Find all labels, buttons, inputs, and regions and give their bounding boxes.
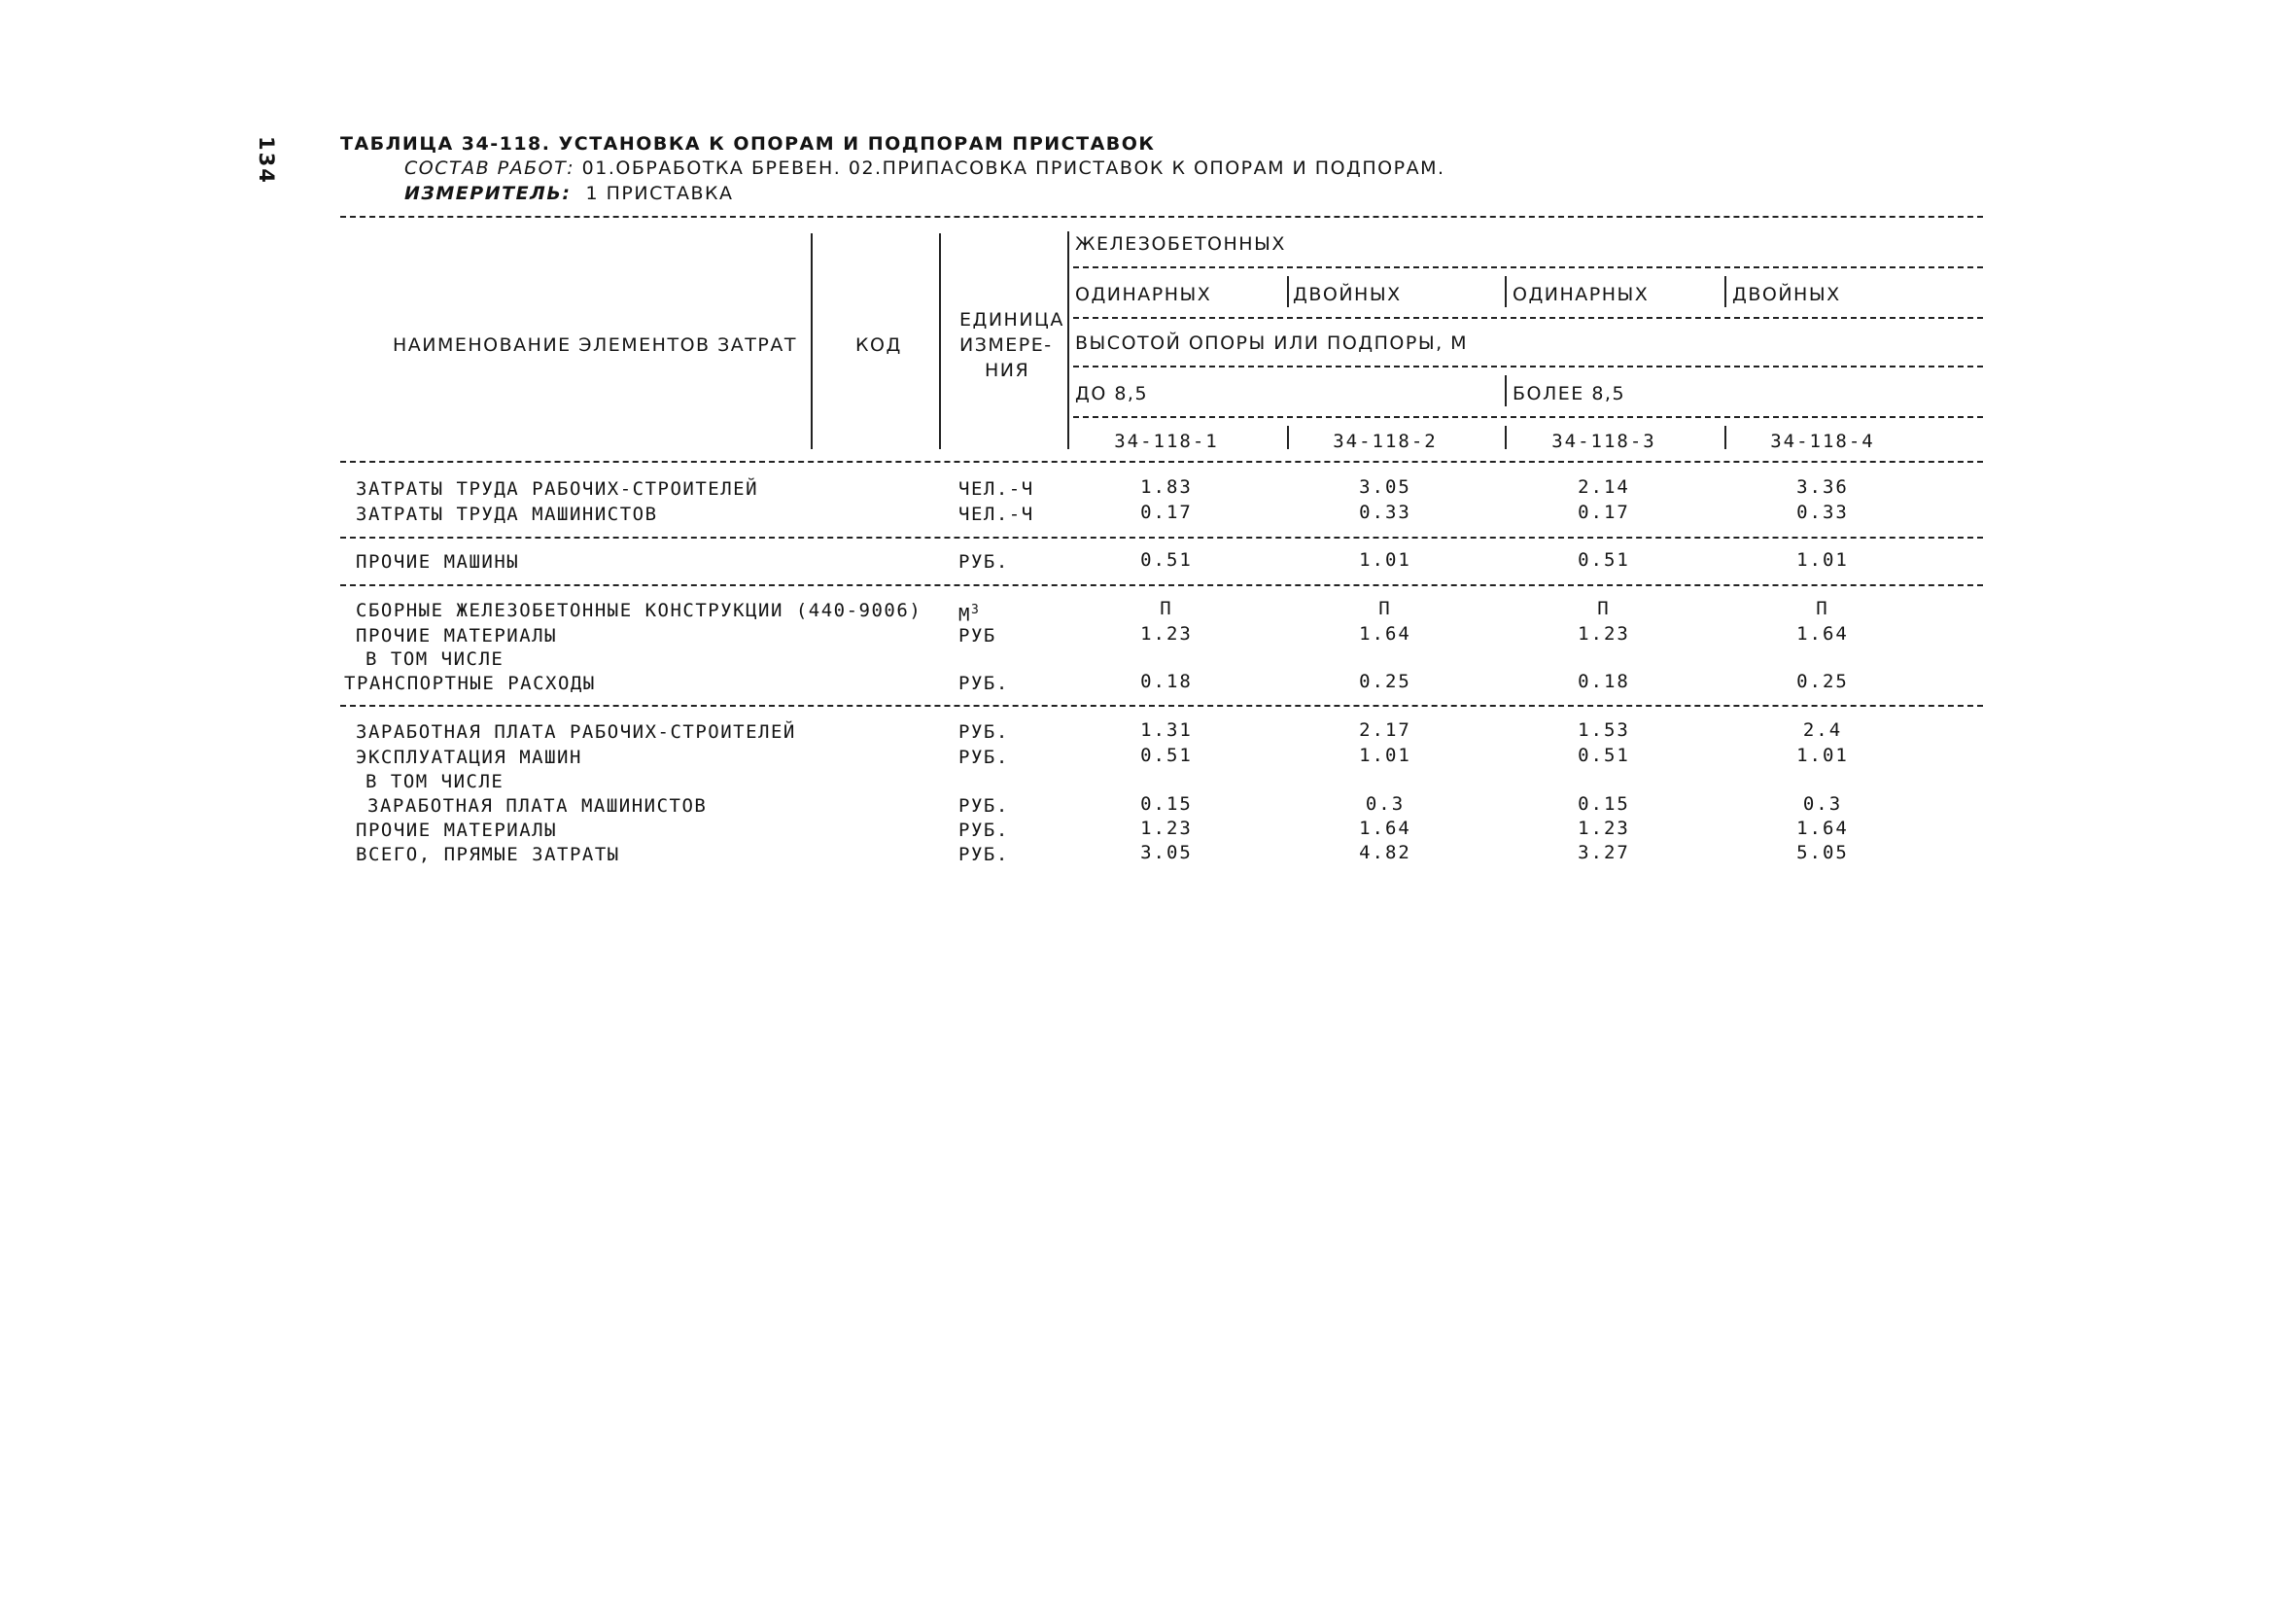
row-value: П <box>1160 598 1173 619</box>
row-value: 1.23 <box>1140 818 1193 839</box>
row-name: ПРОЧИЕ МАШИНЫ <box>356 551 520 573</box>
row-value: 0.33 <box>1796 502 1849 523</box>
row-unit <box>958 600 980 625</box>
row-value: 1.64 <box>1359 818 1411 839</box>
row-value: 1.83 <box>1140 476 1193 498</box>
row-unit-text: РУБ. <box>958 844 1009 865</box>
header-rule-1 <box>1073 266 1983 268</box>
group-rule-2 <box>340 584 1983 586</box>
header-code-1: 34-118-1 <box>1114 431 1219 452</box>
group-rule-3 <box>340 705 1983 707</box>
row-value: 1.64 <box>1796 818 1849 839</box>
row-value: 1.23 <box>1578 623 1630 645</box>
row-unit <box>958 673 1009 694</box>
row-value: 0.51 <box>1578 549 1630 571</box>
meter-text: 1 ПРИСТАВКА <box>571 183 734 204</box>
meter <box>404 183 733 204</box>
page-number: 134 <box>255 136 278 185</box>
header-name-col: НАИМЕНОВАНИЕ ЭЛЕМЕНТОВ ЗАТРАТ <box>393 334 797 356</box>
row-value: 1.31 <box>1140 719 1193 741</box>
header-vline-code-1 <box>1287 426 1289 449</box>
header-vline-range <box>1505 375 1507 406</box>
header-vline-code <box>939 233 941 449</box>
row-name: В ТОМ ЧИСЛЕ <box>365 771 504 792</box>
header-bottom-rule <box>340 461 1983 463</box>
row-value: 1.01 <box>1796 549 1849 571</box>
row-value: 0.17 <box>1578 502 1630 523</box>
meter-label: ИЗМЕРИТЕЛЬ: <box>404 183 572 204</box>
row-value: 5.05 <box>1796 842 1849 863</box>
row-value: 0.33 <box>1359 502 1411 523</box>
row-unit <box>958 551 1009 573</box>
header-vline-sub-2 <box>1505 276 1507 307</box>
row-value: 4.82 <box>1359 842 1411 863</box>
row-name: ЗАТРАТЫ ТРУДА РАБОЧИХ-СТРОИТЕЛЕЙ <box>356 478 759 500</box>
row-value: 0.15 <box>1140 793 1193 815</box>
row-name: ЗАРАБОТНАЯ ПЛАТА МАШИНИСТОВ <box>367 795 708 817</box>
row-name: ПРОЧИЕ МАТЕРИАЛЫ <box>356 625 558 647</box>
row-value: 3.05 <box>1140 842 1193 863</box>
row-value: 1.23 <box>1578 818 1630 839</box>
row-unit-superscript: 3 <box>970 603 981 617</box>
row-unit <box>958 820 1009 841</box>
row-unit-text: РУБ. <box>958 551 1009 573</box>
work-composition-text: 01.ОБРАБОТКА БРЕВЕН. 02.ПРИПАСОВКА ПРИСТАВОК К ОПОРАМ И ПОДПОРАМ. <box>574 157 1445 179</box>
header-sub-3: ОДИНАРНЫХ <box>1513 284 1650 305</box>
row-unit-text: РУБ. <box>958 747 1009 768</box>
header-height-label: ВЫСОТОЙ ОПОРЫ ИЛИ ПОДПОРЫ, М <box>1075 332 1469 354</box>
row-value: 0.51 <box>1578 745 1630 766</box>
header-rule-3 <box>1073 366 1983 367</box>
row-value: 2.14 <box>1578 476 1630 498</box>
work-composition-label: СОСТАВ РАБОТ: <box>404 157 575 179</box>
header-unit-line-1: ЕДИНИЦА <box>959 309 1064 331</box>
header-vline-sub-1 <box>1287 276 1289 307</box>
row-unit <box>958 625 996 647</box>
row-value: 0.51 <box>1140 745 1193 766</box>
row-unit <box>958 721 1009 743</box>
row-unit-text: РУБ. <box>958 795 1009 817</box>
header-range-1: ДО 8,5 <box>1075 383 1149 404</box>
row-value: 1.64 <box>1796 623 1849 645</box>
row-value: 0.18 <box>1140 671 1193 692</box>
row-name: ПРОЧИЕ МАТЕРИАЛЫ <box>356 820 558 841</box>
row-value: 0.18 <box>1578 671 1630 692</box>
row-name: ТРАНСПОРТНЫЕ РАСХОДЫ <box>344 673 596 694</box>
row-value: 0.25 <box>1359 671 1411 692</box>
header-sub-4: ДВОЙНЫХ <box>1732 284 1841 305</box>
row-unit-text: РУБ. <box>958 673 1009 694</box>
header-group: ЖЕЛЕЗОБЕТОННЫХ <box>1075 233 1286 255</box>
row-unit <box>958 478 1034 500</box>
row-value: 3.05 <box>1359 476 1411 498</box>
table-title: ТАБЛИЦА 34-118. УСТАНОВКА К ОПОРАМ И ПОДПОРАМ ПРИСТАВОК <box>340 133 1156 155</box>
row-value: 0.3 <box>1365 793 1406 815</box>
header-range-2: БОЛЕЕ 8,5 <box>1513 383 1626 404</box>
row-value: П <box>1597 598 1611 619</box>
row-value: 1.01 <box>1796 745 1849 766</box>
header-code-col: КОД <box>855 334 902 356</box>
row-name: ВСЕГО, ПРЯМЫЕ ЗАТРАТЫ <box>356 844 620 865</box>
row-value: 3.36 <box>1796 476 1849 498</box>
row-value: П <box>1816 598 1829 619</box>
header-sub-1: ОДИНАРНЫХ <box>1075 284 1212 305</box>
header-code-3: 34-118-3 <box>1551 431 1656 452</box>
row-value: 1.64 <box>1359 623 1411 645</box>
row-value: 1.53 <box>1578 719 1630 741</box>
header-rule-4 <box>1073 416 1983 418</box>
header-vline-sub-3 <box>1724 276 1726 307</box>
row-name: ЗАТРАТЫ ТРУДА МАШИНИСТОВ <box>356 504 658 525</box>
row-value: 1.01 <box>1359 549 1411 571</box>
row-value: 0.51 <box>1140 549 1193 571</box>
row-unit <box>958 747 1009 768</box>
header-code-4: 34-118-4 <box>1770 431 1875 452</box>
row-unit-text: РУБ. <box>958 820 1009 841</box>
row-value: 2.17 <box>1359 719 1411 741</box>
header-rule-2 <box>1073 317 1983 319</box>
header-vline-code-3 <box>1724 426 1726 449</box>
row-name: ЗАРАБОТНАЯ ПЛАТА РАБОЧИХ-СТРОИТЕЛЕЙ <box>356 721 796 743</box>
row-unit <box>958 504 1034 525</box>
row-unit-text: РУБ <box>958 625 996 647</box>
row-value: 2.4 <box>1802 719 1843 741</box>
header-sub-2: ДВОЙНЫХ <box>1293 284 1402 305</box>
row-unit <box>958 844 1009 865</box>
row-value: П <box>1378 598 1392 619</box>
row-name: СБОРНЫЕ ЖЕЛЕЗОБЕТОННЫЕ КОНСТРУКЦИИ (440-9006) <box>356 600 922 621</box>
row-value: 3.27 <box>1578 842 1630 863</box>
header-code-2: 34-118-2 <box>1333 431 1438 452</box>
row-name: ЭКСПЛУАТАЦИЯ МАШИН <box>356 747 582 768</box>
row-value: 1.01 <box>1359 745 1411 766</box>
group-rule-1 <box>340 537 1983 539</box>
row-unit-text: М <box>958 604 971 626</box>
row-value: 0.3 <box>1802 793 1843 815</box>
header-vline-unit <box>1067 231 1069 449</box>
header-vline-name <box>811 233 813 449</box>
row-value: 0.25 <box>1796 671 1849 692</box>
row-value: 0.17 <box>1140 502 1193 523</box>
row-unit-text: РУБ. <box>958 721 1009 743</box>
row-unit <box>958 795 1009 817</box>
work-composition <box>404 157 1445 179</box>
header-top-rule <box>340 216 1983 218</box>
row-value: 0.15 <box>1578 793 1630 815</box>
header-unit-line-2: ИЗМЕРЕ- <box>959 334 1053 356</box>
row-unit-text: ЧЕЛ.-Ч <box>958 478 1034 500</box>
header-unit-line-3: НИЯ <box>985 360 1030 381</box>
row-name: В ТОМ ЧИСЛЕ <box>365 648 504 670</box>
row-unit-text: ЧЕЛ.-Ч <box>958 504 1034 525</box>
header-vline-code-2 <box>1505 426 1507 449</box>
row-value: 1.23 <box>1140 623 1193 645</box>
